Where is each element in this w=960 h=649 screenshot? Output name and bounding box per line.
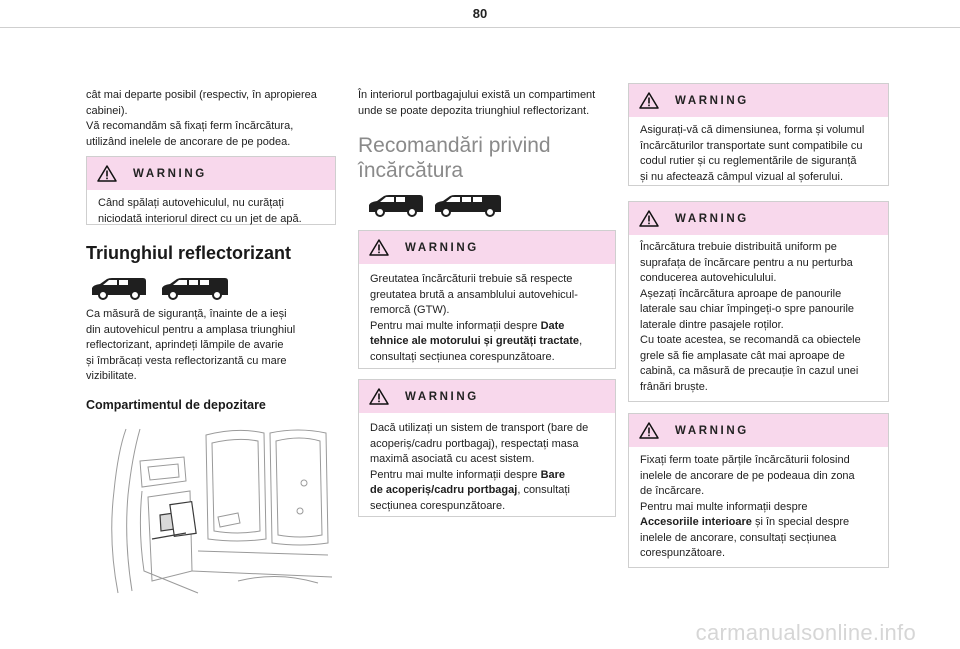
warning-box-dimensions: [628, 83, 889, 186]
col1-intro: [86, 88, 336, 150]
text-line: consultați secțiunea corespunzătoare.: [370, 350, 555, 363]
warning-box-distribution: [628, 201, 889, 402]
text-line: conducerea autovehiculului.: [640, 272, 777, 284]
van-short-icon: [365, 193, 425, 217]
text-line: de acoperiș/cadru portbagaj, consultați: [370, 484, 570, 496]
text-line: de încărcare.: [640, 485, 705, 497]
text-line: frânări bruște.: [640, 380, 708, 393]
text-line: acoperiș/cadru portbagaj), respectați masa: [370, 437, 579, 450]
warning-title: WARNING: [675, 94, 749, 107]
text-line: din autovehicul pentru a amplasa triunghiul: [86, 323, 296, 336]
warning-body: [359, 264, 615, 374]
text-line: vizibilitate.: [86, 370, 137, 382]
warning-body: [629, 235, 888, 404]
text-line: utilizând inelele de ancorare de pe podea.: [86, 135, 291, 148]
heading-line: Recomandări privind: [358, 134, 551, 157]
section-title-reflective-triangle: Triunghiul reflectorizant: [86, 243, 292, 263]
subsection-title-storage: Compartimentul de depozitare: [86, 398, 266, 412]
text-line: Greutatea încărcăturii trebuie să respecte: [370, 273, 573, 285]
warning-title: WARNING: [675, 424, 749, 437]
text-line: Pentru mai multe informații despre: [640, 500, 808, 513]
text-line: Când spălați autovehiculul, nu curățați: [98, 197, 284, 209]
van-long-icon: [158, 276, 230, 300]
text-line: Pentru mai multe informații despre Bare: [370, 468, 566, 481]
text-line: inelele de ancorare de pe podeaua din zona: [640, 469, 855, 482]
warning-title: WARNING: [405, 390, 479, 403]
warning-header: [629, 414, 888, 447]
text-line: Pentru mai multe informații despre Date: [370, 319, 565, 332]
text-line: corespunzătoare.: [640, 547, 725, 559]
warning-header: [629, 202, 888, 235]
text-line: maximă asociată cu acest sistem.: [370, 453, 535, 465]
text-line: și îmbrăcați vesta reflectorizantă cu mare: [86, 354, 287, 367]
warning-triangle-icon: [639, 92, 659, 109]
text-line: cabinei).: [86, 104, 128, 117]
warning-triangle-icon: [97, 165, 117, 182]
text-line: și nu afectează câmpul vizual al șoferului.: [640, 170, 843, 183]
warning-triangle-icon: [369, 388, 389, 405]
warning-title: WARNING: [675, 212, 749, 225]
warning-box-washing: [86, 156, 336, 225]
text-line: Dacă utilizați un sistem de transport (bare de: [370, 422, 589, 434]
warning-box-anchoring: [628, 413, 889, 568]
van-short-icon: [88, 276, 148, 300]
text-line: tehnice ale motorului și greutăți tractate,: [370, 335, 583, 347]
warning-body: [359, 413, 615, 523]
page-number: 80: [472, 6, 488, 21]
text-line: Încărcătura trebuie distribuită uniform pe: [640, 241, 837, 253]
text-line: În interiorul portbagajului există un compartiment: [358, 89, 596, 101]
warning-header: [359, 380, 615, 413]
text-line: Vă recomandăm să fixați ferm încărcătura,: [86, 120, 294, 132]
text-line: laterale dintre pasajele roților.: [640, 318, 784, 331]
text-line: reflectorizant, aprindeți lămpile de avarie: [86, 339, 284, 351]
col2-intro: [358, 88, 616, 119]
text-line: secțiunea corespunzătoare.: [370, 499, 506, 512]
text-line: Așezați încărcătura aproape de panourile: [640, 287, 842, 300]
text-line: Asigurați-vă că dimensiunea, forma și volumul: [640, 124, 865, 136]
text-line: Accesoriile interioare și în special despre: [640, 516, 850, 528]
reflective-triangle-text: [86, 307, 336, 385]
text-line: grele să fie amplasate cât mai aproape de: [640, 349, 845, 362]
text-line: Cu toate acestea, se recomandă ca obiectele: [640, 334, 861, 346]
text-line: cât mai departe posibil (respectiv, în apropierea: [86, 89, 317, 101]
heading-line: încărcătura: [358, 159, 464, 182]
text-line: greutatea brută a ansamblului autovehicul-: [370, 288, 578, 301]
warning-header: [359, 231, 615, 264]
warning-triangle-icon: [639, 422, 659, 439]
watermark: carmanualsonline.info: [695, 620, 916, 645]
text-line: laterale sau chiar împingeți-o spre panourile: [640, 303, 855, 315]
text-line: Fixați ferm toate părțile încărcăturii folosind: [640, 454, 850, 466]
text-line: cabină, ca măsură de precauție în cazul unei: [640, 365, 859, 377]
header-divider: [0, 27, 960, 28]
text-line: încărcăturilor transportate sunt compatibile cu: [640, 139, 863, 152]
text-line: remorcă (GTW).: [370, 304, 450, 316]
warning-body: [629, 447, 888, 571]
warning-header: [87, 157, 335, 190]
warning-body: [87, 190, 335, 236]
warning-body: [629, 117, 888, 194]
warning-header: [629, 84, 888, 117]
warning-triangle-icon: [369, 239, 389, 256]
heading-loading-recommendations: [358, 133, 551, 183]
text-line: inelele de ancorare, consultați secțiunea: [640, 531, 837, 544]
warning-title: WARNING: [133, 167, 207, 180]
text-line: suprafața de încărcare pentru a nu perturba: [640, 256, 853, 269]
text-line: codul rutier și cu reglementările de siguranță: [640, 155, 857, 167]
warning-triangle-icon: [639, 210, 659, 227]
storage-compartment-diagram: [88, 421, 335, 599]
van-long-icon: [431, 193, 503, 217]
text-line: niciodată interiorul direct cu un jet de apă.: [98, 212, 302, 225]
text-line: unde se poate depozita triunghiul reflectorizant.: [358, 104, 590, 117]
warning-box-weight: [358, 230, 616, 369]
warning-title: WARNING: [405, 241, 479, 254]
text-line: Ca măsură de siguranță, înainte de a ieși: [86, 308, 287, 320]
warning-box-roof-rack: [358, 379, 616, 517]
